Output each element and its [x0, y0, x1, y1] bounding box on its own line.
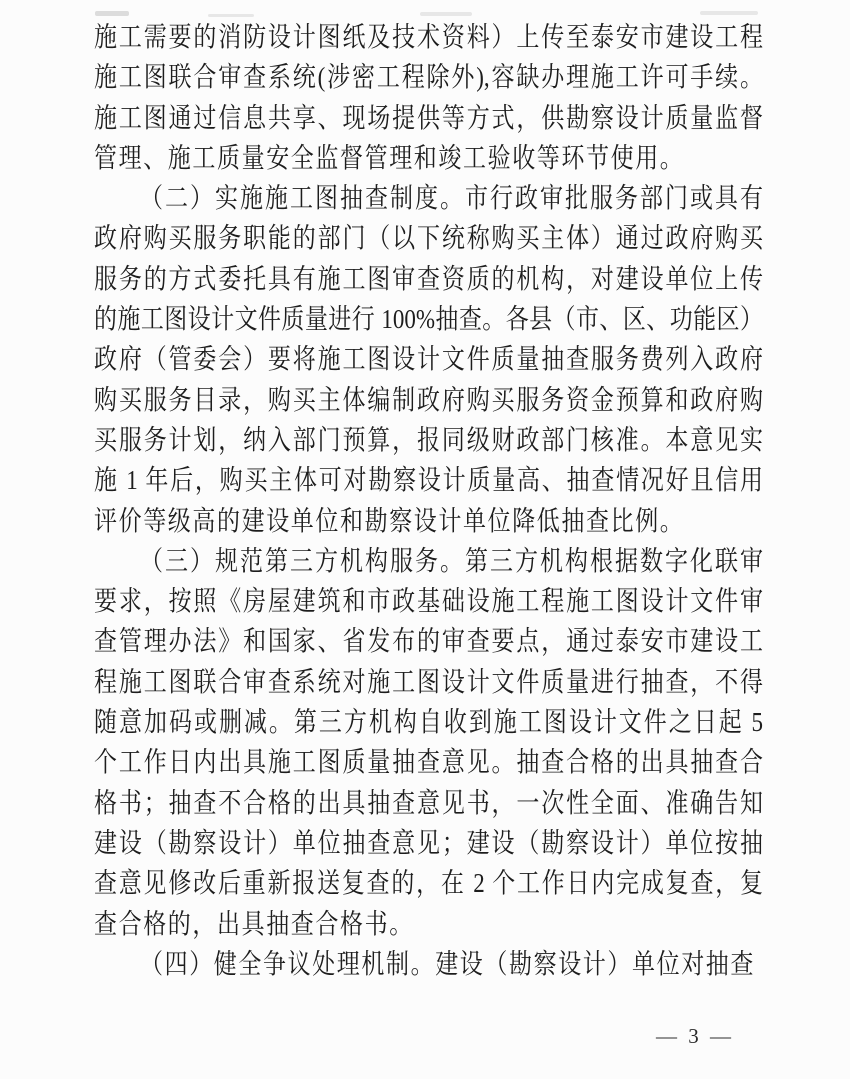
- text-line: 评价等级高的建设单位和勘察设计单位降低抽查比例。: [94, 506, 685, 536]
- page-number: — 3 —: [656, 1024, 734, 1048]
- text-line: 查合格的，出具抽查合格书。: [94, 909, 414, 939]
- text-line: 的施工图设计文件质量进行 100%抽查。各县（市、区、功能区）: [94, 304, 763, 335]
- text-line: 查管理办法》和国家、省发布的审查要点，通过泰安市建设工: [94, 627, 763, 657]
- text-line: 施 1 年后，购买主体可对勘察设计质量高、抽查情况好且信用: [94, 465, 763, 496]
- text-line: （二）实施施工图抽查制度。市行政审批服务部门或具有: [140, 183, 763, 214]
- text-line: 政府（管委会）要将施工图设计文件质量抽查服务费列入政府: [94, 345, 763, 375]
- text-line: 购买服务目录，购买主体编制政府购买服务资金预算和政府购: [94, 385, 763, 415]
- text-line: 程施工图联合审查系统对施工图设计文件质量进行抽查，不得: [94, 667, 763, 697]
- text-line: 施工图联合审查系统(涉密工程除外),容缺办理施工许可手续。: [94, 62, 763, 93]
- text-line: 政府购买服务职能的部门（以下统称购买主体）通过政府购买: [94, 224, 763, 254]
- text-line: 施工图通过信息共享、现场提供等方式，供勘察设计质量监督: [94, 103, 763, 133]
- text-line: 个工作日内出具施工图质量抽查意见。抽查合格的出具抽查合: [94, 747, 763, 778]
- text-line: 施工需要的消防设计图纸及技术资料）上传至泰安市建设工程: [94, 22, 763, 53]
- text-line: （三）规范第三方机构服务。第三方机构根据数字化联审: [140, 546, 763, 576]
- text-line: 要求，按照《房屋建筑和市政基础设施工程施工图设计文件审: [94, 586, 763, 617]
- document-text: [94, 18, 763, 985]
- text-line: （四）健全争议处理机制。建设（勘察设计）单位对抽查: [140, 949, 755, 979]
- text-line: 建设（勘察设计）单位抽查意见；建设（勘察设计）单位按抽: [94, 828, 763, 859]
- text-line: 格书；抽查不合格的出具抽查意见书，一次性全面、准确告知: [94, 788, 763, 818]
- text-line: 随意加码或删减。第三方机构自收到施工图设计文件之日起 5: [94, 707, 763, 738]
- text-line: 买服务计划，纳入部门预算，报同级财政部门核准。本意见实: [94, 425, 763, 456]
- text-line: 查意见修改后重新报送复查的，在 2 个工作日内完成复查，复: [94, 868, 763, 899]
- text-line: 管理、施工质量安全监督管理和竣工验收等环节使用。: [94, 143, 685, 174]
- text-line: 服务的方式委托具有施工图审查资质的机构，对建设单位上传: [94, 264, 763, 294]
